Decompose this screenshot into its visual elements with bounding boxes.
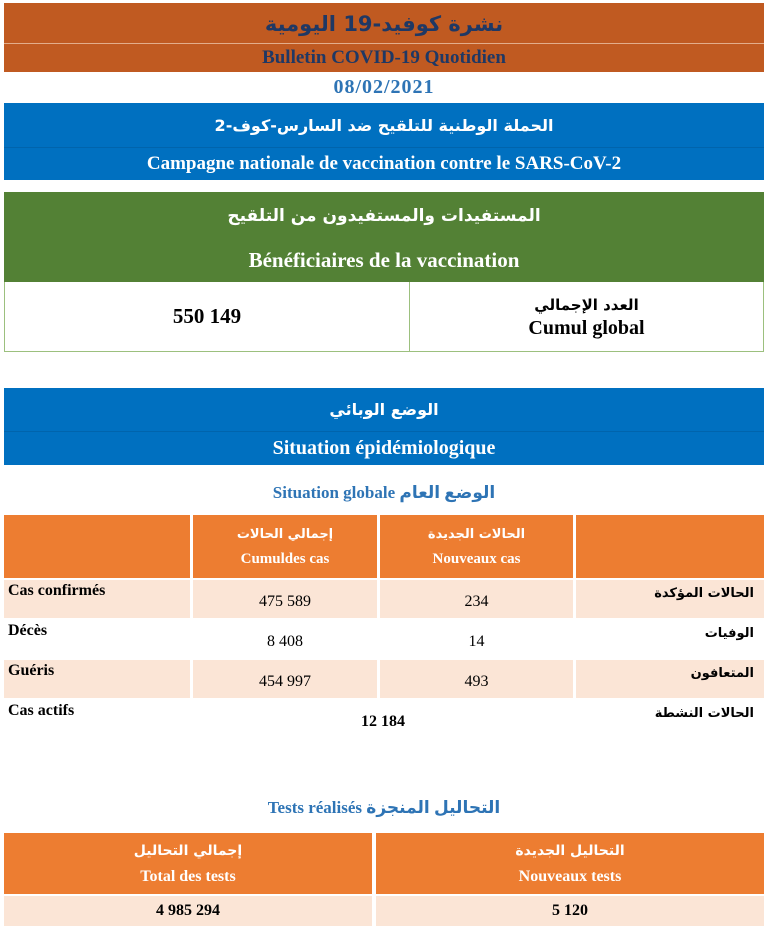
- vaccination-total-value: 550 149: [5, 282, 410, 351]
- row-deaths-label-french: Décès: [4, 620, 190, 658]
- row-confirmed-label-arabic: الحالات المؤكدة: [576, 580, 764, 618]
- tests-new-value: 5 120: [376, 896, 764, 926]
- campaign-banner: [4, 103, 764, 180]
- vaccination-total-label-arabic: العدد الإجمالي: [534, 295, 639, 314]
- tests-table: [4, 833, 764, 926]
- bulletin-title-french: Bulletin COVID-19 Quotidien: [4, 43, 764, 72]
- tests-header-new: [376, 833, 764, 894]
- header-new-cases-arabic: الحالات الجديدة: [427, 526, 526, 542]
- epidemiology-table: [4, 515, 764, 738]
- situation-banner: [4, 388, 764, 465]
- campaign-title-french: Campagne nationale de vaccination contre le SARS-CoV-2: [4, 147, 764, 180]
- header-empty-right: [576, 515, 764, 578]
- campaign-title-arabic: الحملة الوطنية للتلقيح ضد السارس-كوف-2: [214, 115, 554, 135]
- spacer: [4, 823, 764, 833]
- spacer: [4, 352, 764, 388]
- header-cumulative-cases: [193, 515, 377, 578]
- bulletin-date: 08/02/2021: [333, 76, 435, 98]
- row-confirmed-label-french: Cas confirmés: [4, 580, 190, 618]
- header-cumulative-cases-arabic: إجمالي الحالات: [236, 526, 334, 542]
- vaccination-total-table: [4, 282, 764, 352]
- tests-section-title: Tests réalisés التحاليل المنجزة: [267, 798, 501, 817]
- header-cumulative-cases-french: Cumuldes cas: [240, 550, 330, 567]
- tests-header-total-arabic: إجمالي التحاليل: [133, 842, 243, 859]
- bulletin-title-arabic: نشرة كوفيد-19 اليومية: [264, 12, 504, 36]
- row-confirmed-new: 234: [380, 580, 573, 618]
- tests-header-total-french: Total des tests: [140, 867, 236, 885]
- tests-header-new-french: Nouveaux tests: [518, 867, 622, 885]
- header-empty-left: [4, 515, 190, 578]
- row-deaths-new: 14: [380, 620, 573, 658]
- header-band: [4, 3, 764, 72]
- header-new-cases: [380, 515, 573, 578]
- situation-title-arabic: الوضع الوبائي: [329, 400, 439, 419]
- tests-total-value: 4 985 294: [4, 896, 372, 926]
- beneficiaries-title-french: Bénéficiaires de la vaccination: [248, 248, 520, 272]
- row-recovered-cumulative: 454 997: [193, 660, 377, 698]
- beneficiaries-title-arabic: المستفيدات والمستفيدون من التلقيح: [227, 205, 541, 226]
- row-active-label-french: Cas actifs: [4, 700, 190, 738]
- row-deaths-cumulative: 8 408: [193, 620, 377, 658]
- row-recovered-new: 493: [380, 660, 573, 698]
- row-confirmed-cumulative: 475 589: [193, 580, 377, 618]
- vaccination-total-label-cell: [410, 282, 763, 351]
- vaccination-total-label-french: Cumul global: [528, 316, 645, 339]
- row-active-value: 12 184: [193, 700, 573, 738]
- tests-header-new-arabic: التحاليل الجديدة: [515, 842, 625, 859]
- row-recovered-label-french: Guéris: [4, 660, 190, 698]
- spacer: [4, 738, 764, 793]
- row-active-label-arabic: الحالات النشطة: [576, 700, 764, 738]
- row-deaths-label-arabic: الوفيات: [576, 620, 764, 658]
- row-recovered-label-arabic: المتعافون: [576, 660, 764, 698]
- beneficiaries-banner: [4, 192, 764, 282]
- tests-header-total: [4, 833, 372, 894]
- header-new-cases-french: Nouveaux cas: [432, 550, 521, 567]
- spacer: [4, 465, 764, 478]
- situation-title-french: Situation épidémiologique: [4, 431, 764, 465]
- spacer: [4, 180, 764, 192]
- global-situation-title: Situation globale الوضع العام: [272, 483, 496, 502]
- spacer: [4, 508, 764, 515]
